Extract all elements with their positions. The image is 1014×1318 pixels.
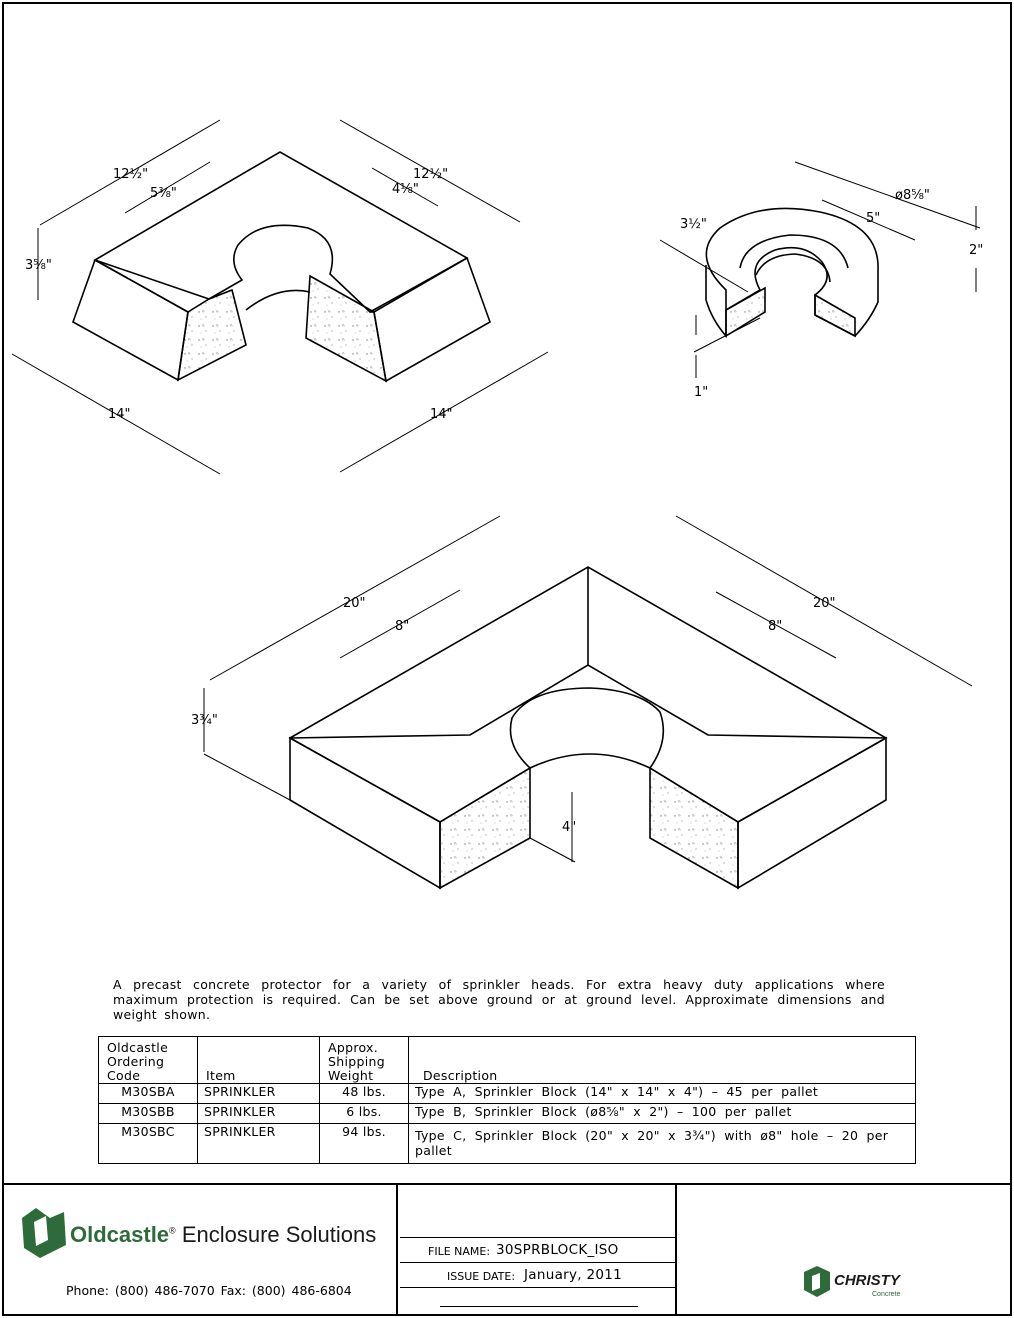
type-a-dim-height: 3⅝" <box>25 258 52 273</box>
type-a-dim-width-right: 12½" <box>413 167 449 182</box>
oldcastle-logo <box>70 1222 376 1248</box>
type-a-dimension-lines <box>12 120 548 474</box>
type-a-block <box>73 152 490 381</box>
type-b-dim-wall: 1" <box>694 385 709 400</box>
header-code-line2: Ordering <box>107 1054 165 1069</box>
row-weight: 48 lbs. <box>320 1084 409 1104</box>
type-a-dim-width-left: 12½" <box>113 167 149 182</box>
row-description: Type A, Sprinkler Block (14" x 14" x 4") – 45 per pallet <box>409 1084 916 1104</box>
table-row <box>99 1104 916 1124</box>
type-b-dim-inner: 5" <box>866 211 881 226</box>
christy-logo <box>834 1272 900 1289</box>
ordering-table <box>98 1036 916 1164</box>
product-description: A precast concrete protector for a variety of sprinkler heads. For extra heavy duty applications where maximum protection is required. Can be set above ground or at ground level. Approximate dimensions and weight shown. <box>113 977 885 1022</box>
type-b-dim-slot: 3½" <box>680 217 707 232</box>
title-block-divider-left <box>396 1185 398 1314</box>
row-weight: 94 lbs. <box>320 1124 409 1164</box>
brand-name: Oldcastle <box>70 1222 170 1247</box>
header-weight-line1: Approx. <box>328 1040 379 1055</box>
row-code: M30SBC <box>99 1124 198 1164</box>
row-code: M30SBA <box>99 1084 198 1104</box>
christy-name: CHRISTY <box>834 1272 900 1289</box>
issue-date-label: ISSUE DATE: <box>447 1270 516 1283</box>
type-c-dim-slot-depth: 4" <box>562 820 577 835</box>
row-item: SPRINKLER <box>198 1104 320 1124</box>
phone-fax: Phone: (800) 486-7070 Fax: (800) 486-6804 <box>66 1283 352 1298</box>
file-name-value: 30SPRBLOCK_ISO <box>496 1242 619 1258</box>
signature-line <box>440 1306 638 1307</box>
type-b-block <box>706 208 881 336</box>
header-description: Description <box>409 1037 916 1084</box>
row-code: M30SBB <box>99 1104 198 1124</box>
type-b-dim-height: 2" <box>969 243 984 258</box>
type-c-dim-inner-right: 8" <box>768 619 783 634</box>
header-code <box>99 1037 198 1084</box>
type-a-dim-base-right: 14" <box>430 407 453 422</box>
type-c-dim-width-right: 20" <box>813 596 836 611</box>
header-code-line1: Oldcastle <box>107 1040 169 1055</box>
row-description: Type C, Sprinkler Block (20" x 20" x 3¾") with ø8" hole – 20 per pallet <box>409 1124 916 1164</box>
issue-date-value: January, 2011 <box>524 1267 623 1283</box>
type-a-dim-slot-left: 5⅜" <box>150 186 177 201</box>
type-c-block <box>290 567 886 888</box>
table-row <box>99 1084 916 1104</box>
header-weight-line2: Shipping <box>328 1054 385 1069</box>
header-weight-line3: Weight <box>328 1068 374 1083</box>
brand-suffix: Enclosure Solutions <box>181 1222 377 1247</box>
type-a-dim-base-left: 14" <box>108 407 131 422</box>
header-code-line3: Code <box>107 1068 141 1083</box>
row-description: Type B, Sprinkler Block (ø8⅝" x 2") – 100 per pallet <box>409 1104 916 1124</box>
type-c-dim-width-left: 20" <box>343 596 366 611</box>
row-item: SPRINKLER <box>198 1084 320 1104</box>
file-name-label: FILE NAME: <box>428 1245 491 1258</box>
christy-subtitle: Concrete <box>872 1291 901 1298</box>
row-weight: 6 lbs. <box>320 1104 409 1124</box>
type-a-dim-slot-right: 4⅛" <box>392 182 419 197</box>
row-item: SPRINKLER <box>198 1124 320 1164</box>
table-row <box>99 1124 916 1164</box>
type-c-dim-inner-left: 8" <box>395 619 410 634</box>
table-header-row <box>99 1037 916 1084</box>
type-c-dim-height: 3¾" <box>191 713 218 728</box>
title-block-divider-right <box>675 1185 677 1314</box>
brand-mark: ® <box>169 1225 176 1236</box>
issue-date-field <box>400 1262 675 1287</box>
type-b-dim-diameter: ø8⅝" <box>895 188 930 203</box>
header-item: Item <box>198 1037 320 1084</box>
type-b-dimension-lines <box>660 162 980 378</box>
file-name-field <box>400 1237 675 1262</box>
header-weight <box>320 1037 409 1084</box>
blank-field <box>400 1287 675 1312</box>
